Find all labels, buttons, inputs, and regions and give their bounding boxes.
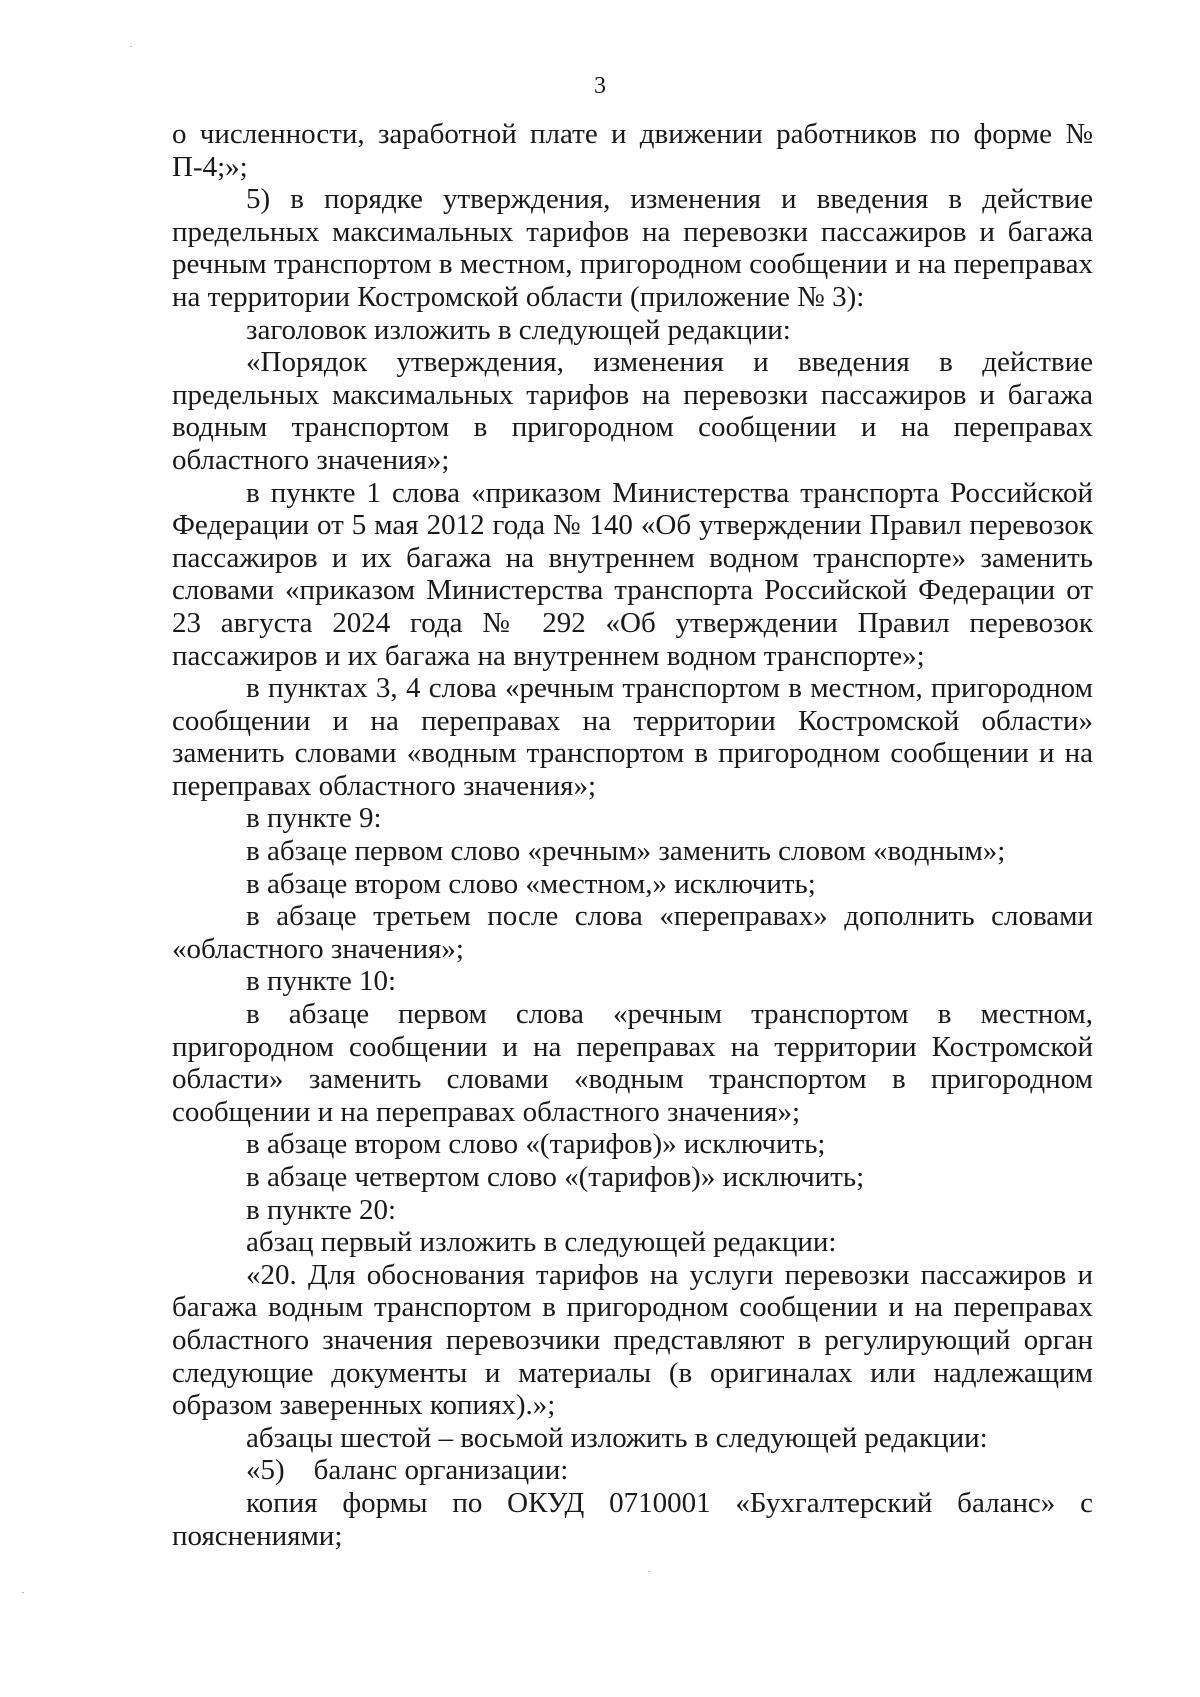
paragraph: «20. Для обоснования тарифов на услуги перевозки пассажиров и багажа водным транспортом в пригородном сообщении и на переправах областного значения перевозчики представляют в регулирующий орган следующие документы и материалы (в оригиналах или надлежащим образом заверенных копиях).»; <box>172 1258 1093 1422</box>
paragraph: абзацы шестой – восьмой изложить в следующей редакции: <box>246 1421 988 1454</box>
paragraph: в пункте 1 слова «приказом Министерства транспорта Российской Федерации от 5 мая 2012 года № 140 «Об утверждении Правил перевозок пассажиров и их багажа на внутреннем водном транспорте» заменить словами «приказом Министерства транспорта Российской Федерации от 23 августа 2024 года № 292 «Об утверждении Правил перевозок пассажиров и их багажа на внутреннем водном транспорте»; <box>172 476 1093 672</box>
paragraph: «5) баланс организации: <box>246 1454 569 1487</box>
paragraph: в абзаце первом слова «речным транспортом в местном, пригородном сообщении и на переправах на территории Костромской области» заменить словами «водным транспортом в пригородном сообщении и на переправах областного значения»; <box>172 998 1093 1128</box>
paragraph: в абзаце третьем после слова «переправах» дополнить словами «областного значения»; <box>172 900 1093 965</box>
page-number: 3 <box>594 73 606 99</box>
paragraph: в абзаце четвертом слово «(тарифов)» исключить; <box>246 1161 865 1193</box>
paragraph: в абзаце втором слово «местном,» исключить; <box>246 867 816 900</box>
paragraph: в пункте 10: <box>246 965 397 998</box>
scan-speck <box>130 46 132 47</box>
paragraph: 5) в порядке утверждения, изменения и введения в действие предельных максимальных тарифов на перевозки пассажиров и багажа речным транспортом в местном, пригородном сообщении и на переправах на территории Костромской области (приложение № 3): <box>172 183 1093 313</box>
scan-speck <box>22 1592 24 1593</box>
paragraph: в пунктах 3, 4 слова «речным транспортом в местном, пригородном сообщении и на переправах на территории Костромской области» заменить словами «водным транспортом в пригородном сообщении и на переправах областного значения»; <box>172 672 1093 802</box>
paragraph: в абзаце первом слово «речным» заменить словом «водным»; <box>246 835 1006 868</box>
paragraph: в пункте 9: <box>246 802 382 835</box>
paragraph: копия формы по ОКУД 0710001 «Бухгалтерский баланс» с пояснениями; <box>172 1486 1093 1552</box>
paragraph: о численности, заработной плате и движении работников по форме № П-4;»; <box>172 118 1093 183</box>
paragraph: в абзаце втором слово «(тарифов)» исключить; <box>246 1128 826 1161</box>
paragraph: в пункте 20: <box>246 1193 397 1226</box>
paragraph: абзац первый изложить в следующей редакции: <box>246 1226 837 1259</box>
paragraph: «Порядок утверждения, изменения и введения в действие предельных максимальных тарифов на перевозки пассажиров и багажа водным транспортом в пригородном сообщении и на переправах областного значения»; <box>172 346 1093 476</box>
scan-speck <box>648 1571 650 1572</box>
document-body <box>172 118 1093 1552</box>
paragraph: заголовок изложить в следующей редакции: <box>246 313 791 346</box>
